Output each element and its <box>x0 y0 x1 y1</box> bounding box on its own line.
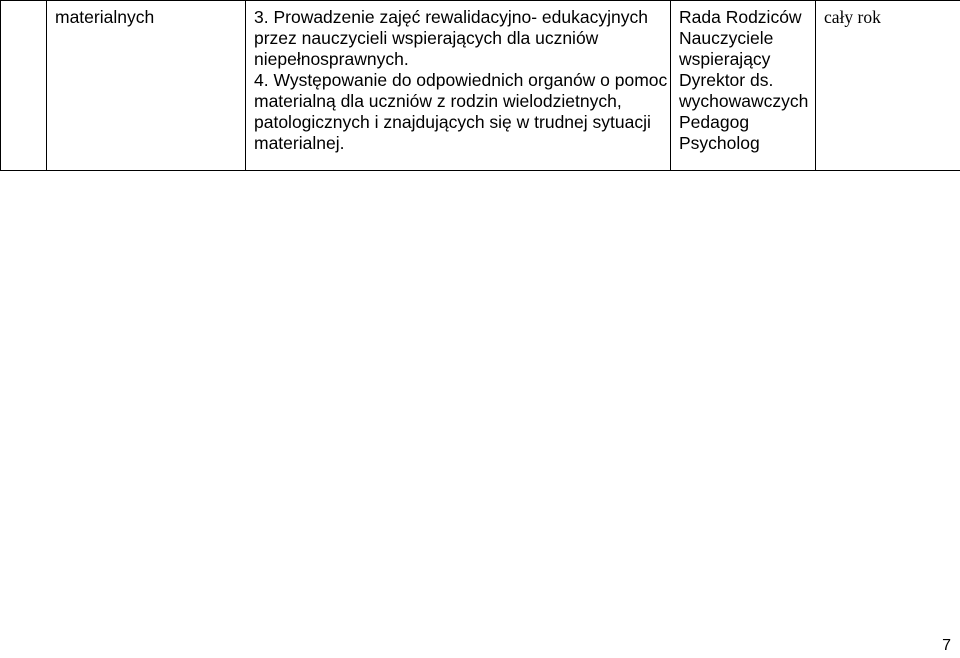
task-line: patologicznych i znajdujących się w trudnej sytuacji <box>254 112 651 132</box>
task-line: przez nauczycieli wspierających dla uczniów <box>254 28 599 48</box>
task-line: materialnej. <box>254 133 345 153</box>
table-cell-area <box>47 1 246 171</box>
table-cell-responsible <box>671 1 816 171</box>
responsible-line: Psycholog <box>679 133 760 153</box>
task-line: 3. Prowadzenie zajęć rewalidacyjno- edukacyjnych <box>254 7 648 27</box>
responsible-line: wychowawczych <box>679 91 809 111</box>
task-line: niepełnosprawnych. <box>254 49 409 69</box>
table-row <box>1 1 960 171</box>
task-line: 4. Występowanie do odpowiednich organów o pomoc <box>254 70 668 90</box>
responsible-line: Nauczyciele <box>679 28 774 48</box>
table-cell-tasks <box>246 1 671 171</box>
table-cell-blank <box>1 1 47 171</box>
responsible-line: Rada Rodziców <box>679 7 802 27</box>
area-text: materialnych <box>55 7 155 27</box>
page-number: 7 <box>942 637 951 654</box>
deadline-text: cały rok <box>824 7 881 27</box>
responsible-line: wspierający <box>679 49 771 69</box>
responsible-line: Pedagog <box>679 112 750 132</box>
table-cell-deadline <box>816 1 960 171</box>
plan-table <box>0 0 960 171</box>
responsible-line: Dyrektor ds. <box>679 70 774 90</box>
task-line: materialną dla uczniów z rodzin wielodzietnych, <box>254 91 622 111</box>
